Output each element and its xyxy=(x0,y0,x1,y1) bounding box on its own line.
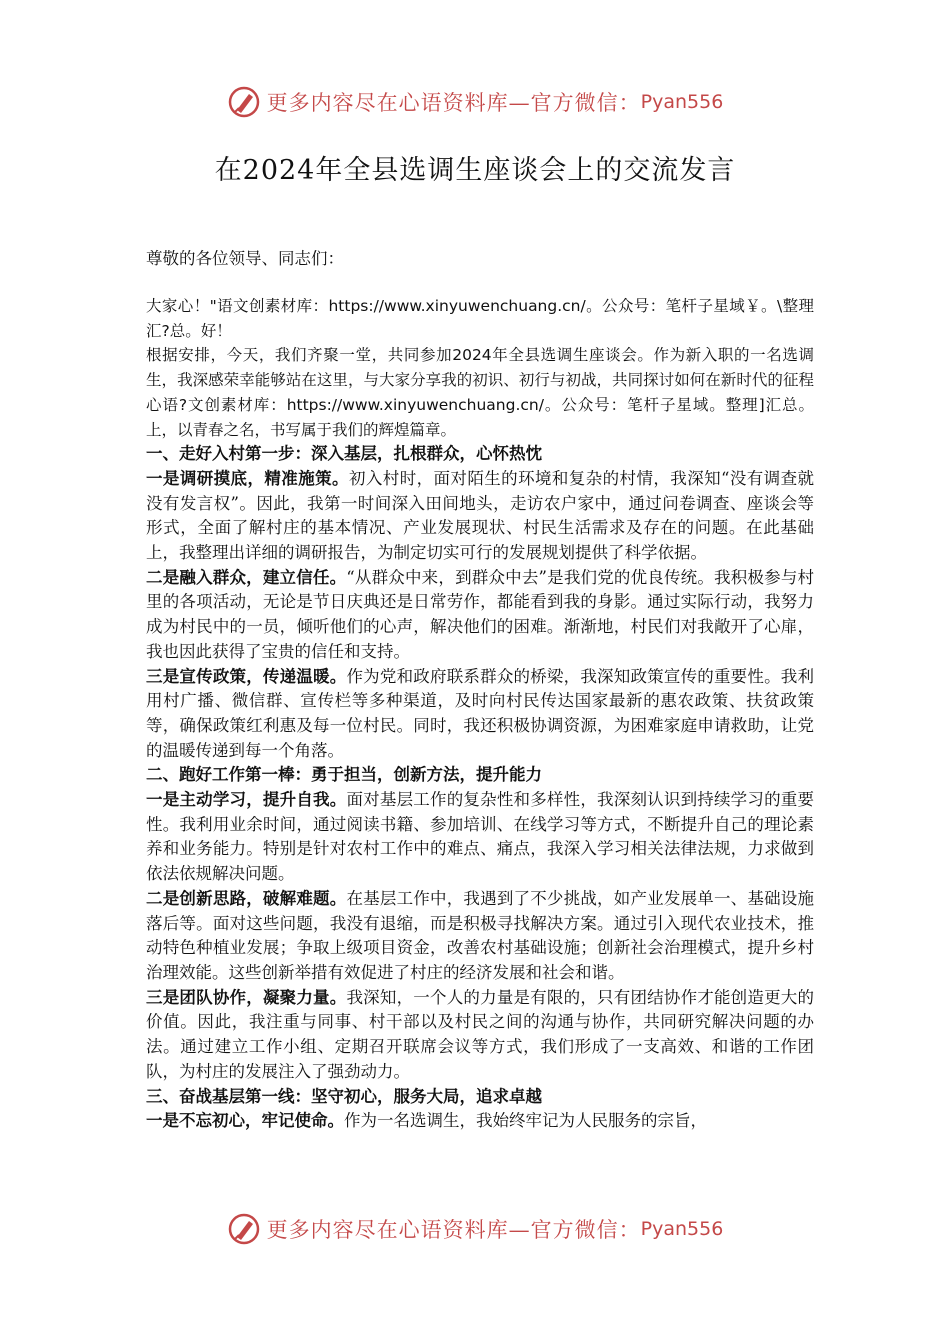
paragraph xyxy=(146,1109,814,1134)
point-text: 我深知，一个人的力量是有限的，只有团结协作才能创造更大的价值。因此，我注重与同事、村干部以及村民之间的沟通与协作，共同研究解决问题的办法。通过建立工作小组、定期召开联席会议等方式，我们形成了一支高效、和谐的工作团队，为村庄的发展注入了强劲动力。 xyxy=(146,987,815,1081)
point-lead: 一是不忘初心，牢记使命。 xyxy=(146,1111,344,1131)
section-heading: 二、跑好工作第一棒：勇于担当，创新方法，提升能力 xyxy=(146,765,542,785)
point-lead: 三是宣传政策，传递温暖。 xyxy=(146,666,347,686)
pen-nib-logo-icon xyxy=(227,1212,261,1246)
header-watermark-banner xyxy=(0,80,950,124)
point-lead: 三是团队协作，凝聚力量。 xyxy=(146,987,347,1007)
document-title: 在2024年全县选调生座谈会上的交流发言 xyxy=(214,155,736,186)
point-lead: 二是融入群众，建立信任。 xyxy=(146,567,347,587)
point-text: “从群众中来，到群众中去”是我们党的优良传统。我积极参与村里的各项活动，无论是节日庆典还是日常劳作，都能看到我的身影。通过实际行动，我努力成为村民中的一员，倾听他们的心声，解决他们的困难。渐渐地，村民们对我敞开了心扉，我也因此获得了宝贵的信任和支持。 xyxy=(146,567,815,661)
document-body xyxy=(146,294,814,1134)
point-lead: 二是创新思路，破解难题。 xyxy=(146,888,347,908)
paragraph xyxy=(146,986,814,1085)
paragraph xyxy=(146,887,814,986)
section-heading: 一、走好入村第一步：深入基层，扎根群众，心怀热忱 xyxy=(146,444,542,464)
paragraph xyxy=(146,788,814,887)
paragraph xyxy=(146,665,814,764)
point-text: 在基层工作中，我遇到了不少挑战，如产业发展单一、基础设施落后等。面对这些问题，我没有退缩，而是积极寻找解决方案。通过引入现代农业技术，推动特色种植业发展；争取上级项目资金，改善农村基础设施；创新社会治理模式，提升乡村治理效能。这些创新举措有效促进了村庄的经济发展和社会和谐。 xyxy=(146,888,815,982)
banner-text: 更多内容尽在心语资料库—官方微信： xyxy=(266,91,641,115)
section-heading: 三、奋战基层第一线：坚守初心，服务大局，追求卓越 xyxy=(146,1086,542,1106)
banner-wechat-id: Pyan556 xyxy=(640,91,724,113)
paragraph xyxy=(146,467,814,566)
footer-watermark-banner xyxy=(0,1207,950,1251)
point-lead: 一是调研摸底，精准施策。 xyxy=(146,468,349,488)
pen-nib-logo-icon xyxy=(227,85,261,119)
point-text: 作为一名选调生，我始终牢记为人民服务的宗旨， xyxy=(344,1111,707,1131)
banner-wechat-id: Pyan556 xyxy=(640,1218,724,1240)
greeting: 尊敬的各位领导、同志们： xyxy=(146,249,344,268)
paragraph xyxy=(146,566,814,665)
point-text: 面对基层工作的复杂性和多样性，我深刻认识到持续学习的重要性。我利用业余时间，通过阅读书籍、参加培训、在线学习等方式，不断提升自己的理论素养和业务能力。特别是针对农村工作中的难点、痛点，我深入学习相关法律法规，力求做到依法依规解决问题。 xyxy=(146,790,815,884)
point-text: 初入村时，面对陌生的环境和复杂的村情，我深知“没有调查就没有发言权”。因此，我第一时间深入田间地头，走访农户家中，通过问卷调查、座谈会等形式，全面了解村庄的基本情况、产业发展现状、村民生活需求及存在的问题。在此基础上，我整理出详细的调研报告，为制定切实可行的发展规划提供了科学依据。 xyxy=(146,468,815,563)
point-lead: 一是主动学习，提升自我。 xyxy=(146,790,347,810)
paragraph: 大家心！"语文创素材库：https://www.xinyuwenchuang.cn/。公众号：笔杆子星域￥。\整理汇?总。好！ xyxy=(146,297,814,340)
point-text: 作为党和政府联系群众的桥梁，我深知政策宣传的重要性。我利用村广播、微信群、宣传栏等多种渠道，及时向村民传达国家最新的惠农政策、扶贫政策等，确保政策红利惠及每一位村民。同时，我还积极协调资源，为困难家庭申请救助，让党的温暖传递到每一个角落。 xyxy=(146,666,815,760)
paragraph: 根据安排，今天，我们齐聚一堂，共同参加2024年全县选调生座谈会。作为新入职的一名选调生，我深感荣幸能够站在这里，与大家分享我的初识、初行与初战，共同探讨如何在新时代的征程心语?文创素材库：https://www.xinyuwenchuang.cn/。公众号：笔杆子星域。整理]汇总。上，以青春之名，书写属于我们的辉煌篇章。 xyxy=(146,346,814,439)
banner-text: 更多内容尽在心语资料库—官方微信： xyxy=(266,1218,641,1242)
